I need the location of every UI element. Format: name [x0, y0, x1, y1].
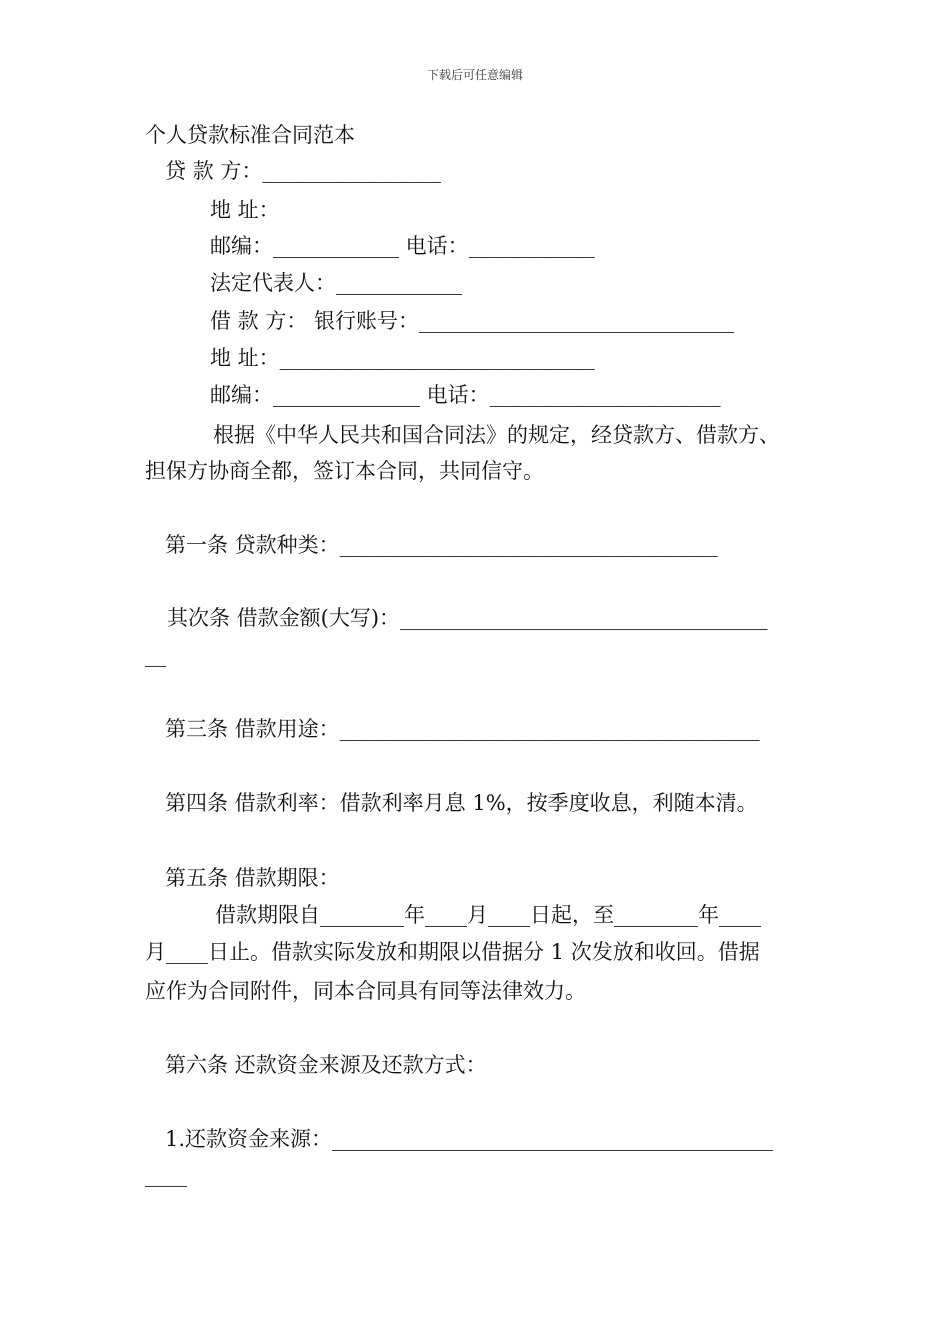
page-header-note: 下载后可任意编辑: [426, 68, 523, 82]
repayment-source-line: 1.还款资金来源：__________________________________________: [165, 1127, 774, 1151]
article-4-interest-rate: 第四条 借款利率：借款利率月息 1%，按季度收息，利随本清。: [165, 791, 758, 815]
document-title: 个人贷款标准合同范本: [145, 123, 355, 147]
article-6-repayment: 第六条 还款资金来源及还款方式：: [165, 1053, 487, 1077]
article-5-term-line-1: 借款期限自________年____月____日起，至________年____: [215, 903, 761, 927]
legal-representative-line: 法定代表人：____________: [210, 271, 462, 295]
preamble-line-1: 根据《中华人民共和国合同法》的规定，经贷款方、借款方、: [213, 423, 780, 447]
article-1-loan-type: 第一条 贷款种类：____________________________________: [165, 533, 718, 557]
lender-postcode-phone-line: 邮编：____________ 电话：____________: [210, 234, 595, 258]
borrower-postcode-phone-line: 邮编：______________ 电话：______________________: [210, 383, 721, 407]
lender-line: 贷 款 方：_________________: [165, 159, 441, 183]
article-5-term-line-3: 应作为合同附件，同本合同具有同等法律效力。: [145, 979, 586, 1003]
borrower-bank-account-line: 借 款 方： 银行账号：______________________________: [210, 309, 735, 333]
article-5-loan-term: 第五条 借款期限：: [165, 866, 340, 890]
article-2-loan-amount: 其次条 借款金额(大写)：___________________________________: [167, 606, 768, 630]
article-2-continuation: __: [145, 643, 166, 667]
repayment-source-continuation: ____: [145, 1163, 187, 1187]
preamble-line-2: 担保方协商全都，签订本合同，共同信守。: [145, 459, 544, 483]
article-3-loan-purpose: 第三条 借款用途：________________________________________: [165, 717, 760, 741]
borrower-address-line: 地 址：______________________________: [210, 346, 595, 370]
article-5-term-line-2: 月____日止。借款实际发放和期限以借据分 1 次发放和收回。借据: [145, 940, 760, 964]
lender-address-line: 地 址：: [210, 198, 280, 222]
